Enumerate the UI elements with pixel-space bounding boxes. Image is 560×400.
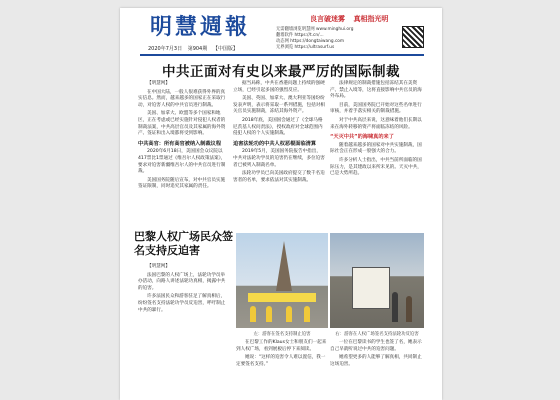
- eiffel-tower-photo: [236, 233, 328, 328]
- subheading: 中共高官：所有高官被纳入制裁议程: [138, 140, 222, 147]
- paragraph: 法轮功学员已向美国政府提交了数千名迫害者的名单，要求依法对其实施制裁。: [233, 171, 325, 183]
- person-figure: [286, 306, 292, 322]
- article-column-1: [138, 81, 228, 193]
- paragraph: 2020年6月18日，美国国会众议院以417票比1票通过《维吾尔人权政策法案》，要求对迫害新疆维吾尔人的中共官员进行制裁。: [138, 149, 226, 175]
- person-figure: [304, 306, 310, 322]
- paragraph: 美国、加拿大、欧盟等多个国家和地区，正在考虑或已经实施针对侵犯人权者的制裁法案，中共高层官员及其家属的海外资产、签证和出入境都将受到影响。: [138, 111, 226, 137]
- issue-info: [148, 45, 242, 52]
- paragraph: 在中国大陆，一般人很难获得外界的真实信息。然而，越来越多的国家正在采取行动，对迫害人权的中共官员进行制裁。: [138, 89, 226, 108]
- slogan-1: 良言破迷雾: [310, 15, 345, 23]
- photo-caption: 左：游客在签名支持制止迫害: [253, 332, 311, 337]
- contact-line: 无需翻墙浏览明慧网 www.minghui.org: [276, 27, 354, 32]
- photo-caption: 右：游客在人权广场签名支持法轮功反迫害: [335, 332, 419, 337]
- person-figure: [266, 306, 272, 322]
- secondary-article-column-1: [138, 264, 228, 316]
- signing-photo: [330, 233, 424, 328]
- paragraph: 据当局称，中共在香港问题上持续的强硬立场，已经引起多国的强烈反应。: [233, 81, 325, 93]
- paragraph: 一位在巴黎读书的学生也签了名，她表示自己早就听说过中共的迫害问题。: [330, 340, 422, 352]
- masthead-divider: [140, 54, 424, 56]
- slogan-2: 真相指光明: [353, 15, 389, 23]
- paragraph: 法国巴黎的人权广场上，法轮功学员举办活动，向路人讲述法轮功真相，揭露中共的迫害。: [138, 272, 226, 291]
- paragraph: 对于中共高层来说，这意味着他们长期以来在海外转移的资产将面临冻结的风险。: [330, 117, 422, 130]
- byline: 【明慧网】: [147, 81, 170, 86]
- issue-number: 第904期: [187, 46, 208, 52]
- secondary-article-column-2: [236, 340, 328, 370]
- issue-date: 2020年7月3日: [148, 46, 183, 52]
- masthead: [120, 8, 442, 56]
- main-headline: 中共正面对有史以来最严厉的国际制裁: [162, 64, 400, 80]
- paragraph: 许多分析人士指出，中共当前所面临的国际压力，是其建政以来所未见的。天灭中共，已是大势所趋。: [330, 157, 422, 177]
- person-figure: [406, 296, 412, 322]
- paragraph: 她希望更多的人能够了解真相，共同制止这场迫害。: [330, 355, 422, 367]
- secondary-headline: 巴黎人权广场民众签名支持反迫害: [134, 230, 233, 257]
- eiffel-tower-shape: [276, 241, 292, 291]
- qr-code: [402, 26, 424, 48]
- subheading: 迫害法轮功的中共人权恶棍面临清算: [233, 140, 317, 147]
- edition-label: 【中国版】: [212, 46, 238, 52]
- contact-line: 翻墙软件 https://t.cn/...: [276, 33, 324, 38]
- article-column-3: [330, 81, 424, 180]
- paragraph: 美国、英国、加拿大、澳大利亚等国纷纷发表声明，表示将采取一系列措施，包括对相关官员实施制裁，冻结其海外资产。: [233, 96, 325, 115]
- slogans: [310, 14, 394, 24]
- paragraph: 2019年5月，美国国务院报告中指出，中共对法轮功学员的迫害仍在继续，多位迫害者已被列入制裁名单。: [233, 149, 325, 168]
- subheading: “天灭中共”的海啸真的来了: [330, 134, 394, 141]
- paragraph: 她说：“这样的迫害令人难以置信，我一定要签名支持。”: [236, 355, 326, 367]
- display-board: [352, 267, 390, 309]
- paragraph: 随着越来越多的国家对中共实施制裁，国际社会正在形成一股强大的合力。: [330, 142, 422, 155]
- paragraph: 目前，美国国务院已开始对这些名单进行审核，并着手落实相关的制裁措施。: [330, 102, 422, 115]
- yellow-banner: [248, 293, 316, 302]
- paragraph: 2018年底，美国国会通过了《全球马格尼茨基人权问责法》，授权政府对全球范围内侵犯人权的个人实施制裁。: [233, 117, 323, 137]
- person-figure: [392, 292, 398, 322]
- newspaper-logo: 明慧週報: [150, 14, 251, 40]
- article-column-2: [233, 81, 325, 186]
- byline: 【明慧网】: [147, 264, 170, 269]
- secondary-article-column-3: [330, 340, 424, 370]
- paragraph: 在巴黎工作的Klaus女士和朋友们一起来到人权广场，看到展板后停下来阅读。: [236, 340, 327, 352]
- paragraph: 美国国务院随后宣布，对中共官员实施签证限制，同时追究其家属的责任。: [138, 177, 226, 190]
- paragraph: 法律规定的制裁措施包括冻结其在美资产、禁止入境等，这将直接影响中共官员的海外布局。: [330, 81, 422, 100]
- contact-line: 动态网 https://dongtaiwang.com: [276, 39, 345, 44]
- person-figure: [250, 306, 256, 322]
- paragraph: 许多法国民众和游客驻足了解真相后，纷纷签名支持法轮功学员反迫害，呼吁制止中共的暴行。: [138, 294, 226, 313]
- contact-line: 无界浏览 https://ultrasurf.us: [276, 45, 335, 50]
- newspaper-page: [120, 8, 442, 400]
